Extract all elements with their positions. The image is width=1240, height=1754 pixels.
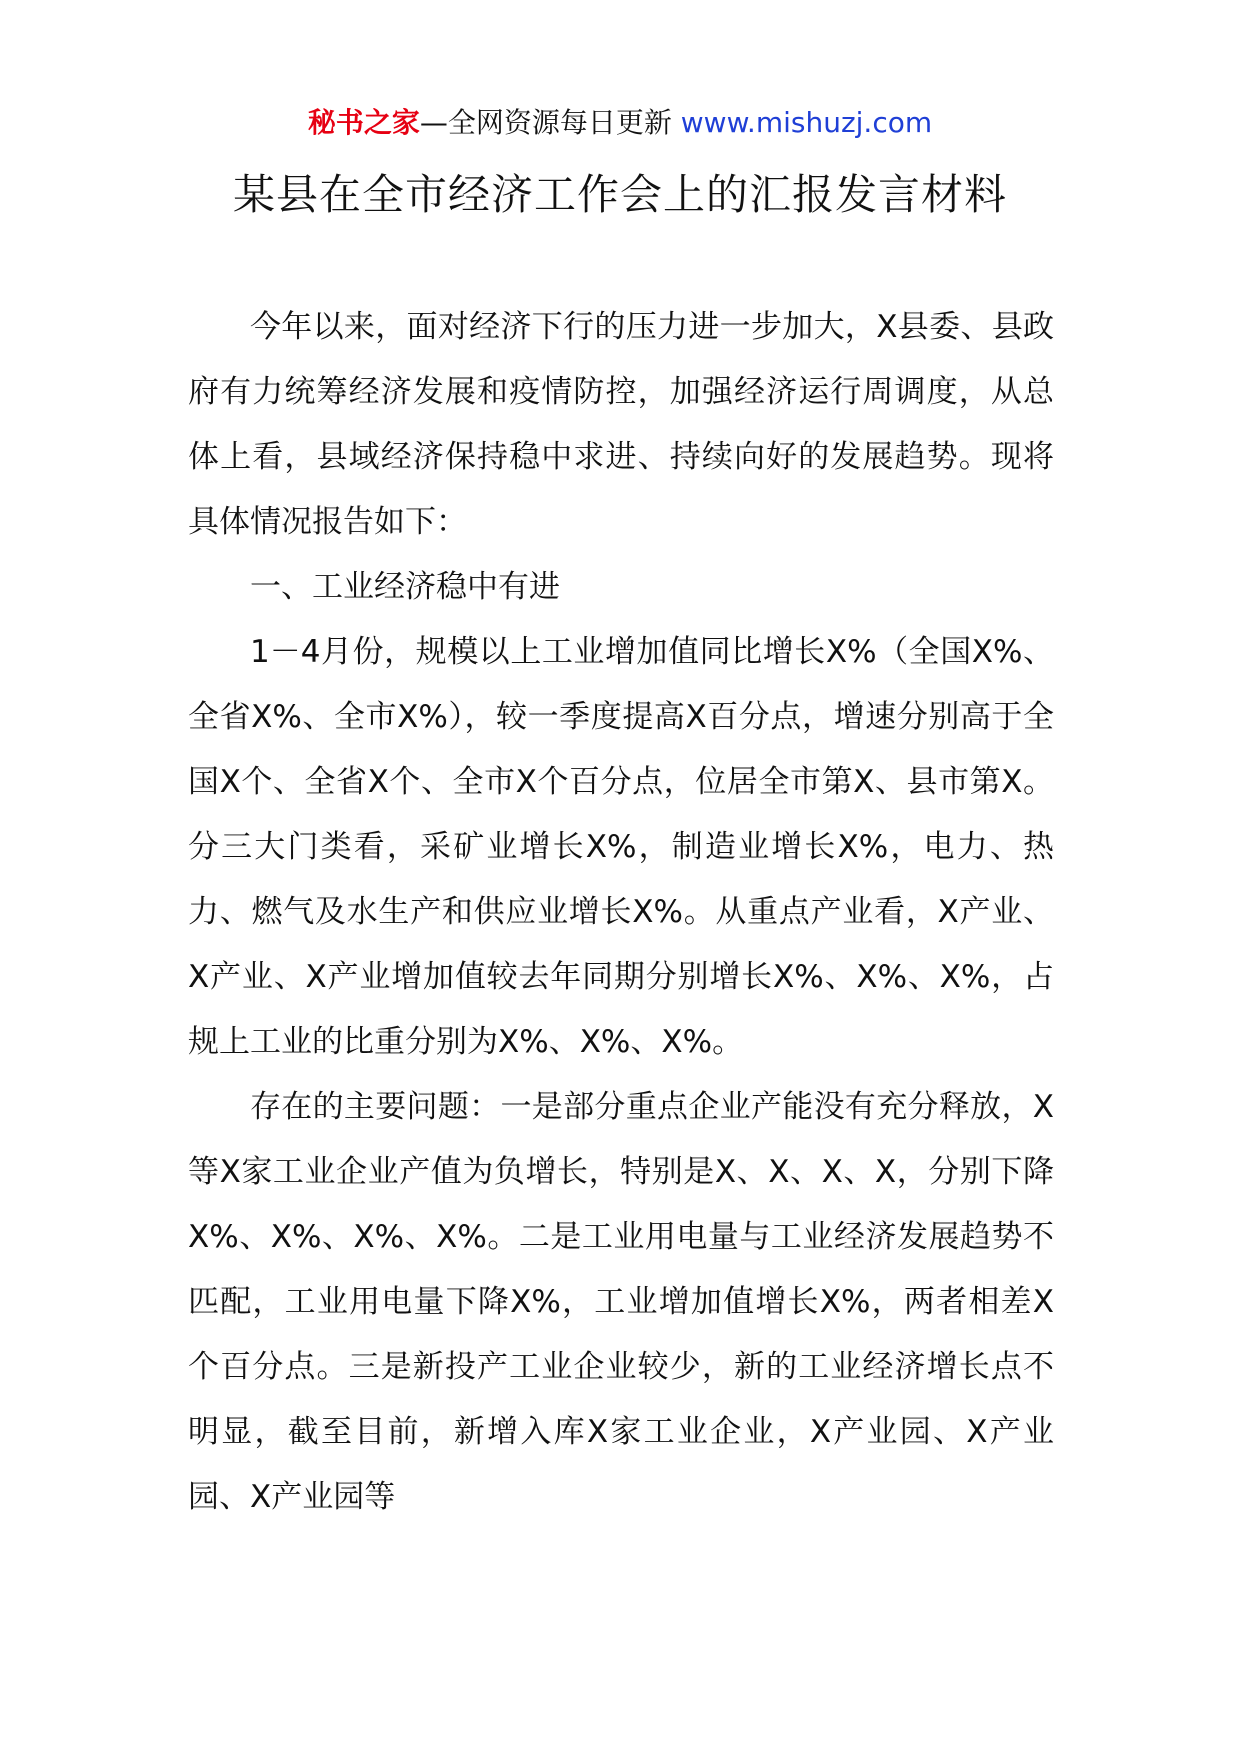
document-body xyxy=(188,295,1054,1530)
paragraph-intro: 今年以来，面对经济下行的压力进一步加大，X县委、县政府有力统筹经济发展和疫情防控，加强经济运行周调度，从总体上看，县域经济保持稳中求进、持续向好的发展趋势。现将具体情况报告如下： xyxy=(188,309,1054,540)
document-title: 某县在全市经济工作会上的汇报发言材料 xyxy=(232,170,1007,219)
site-header xyxy=(0,103,1240,143)
brand-name: 秘书之家 xyxy=(307,106,420,139)
section-heading-1: 一、工业经济稳中有进 xyxy=(250,569,560,605)
header-slogan: —全网资源每日更新 xyxy=(419,106,681,139)
paragraph-main-problems: 存在的主要问题：一是部分重点企业产能没有充分释放，X等X家工业企业产值为负增长，特别是X、X、X、X，分别下降X%、X%、X%、X%。二是工业用电量与工业经济发展趋势不匹配，工业用电量下降X%，工业增加值增长X%，两者相差X个百分点。三是新投产工业企业较少，新的工业经济增长点不明显，截至目前，新增入库X家工业企业，X产业园、X产业园、X产业园等 xyxy=(188,1089,1054,1515)
paragraph-industry-stats: 1－4月份，规模以上工业增加值同比增长X%（全国X%、全省X%、全市X%），较一季度提高X百分点，增速分别高于全国X个、全省X个、全市X个百分点，位居全市第X、县市第X。分三大门类看，采矿业增长X%，制造业增长X%，电力、热力、燃气及水生产和供应业增长X%。从重点产业看，X产业、X产业、X产业增加值较去年同期分别增长X%、X%、X%，占规上工业的比重分别为X%、X%、X%。 xyxy=(188,634,1054,1060)
site-url[interactable]: www.mishuzj.com xyxy=(680,106,933,139)
